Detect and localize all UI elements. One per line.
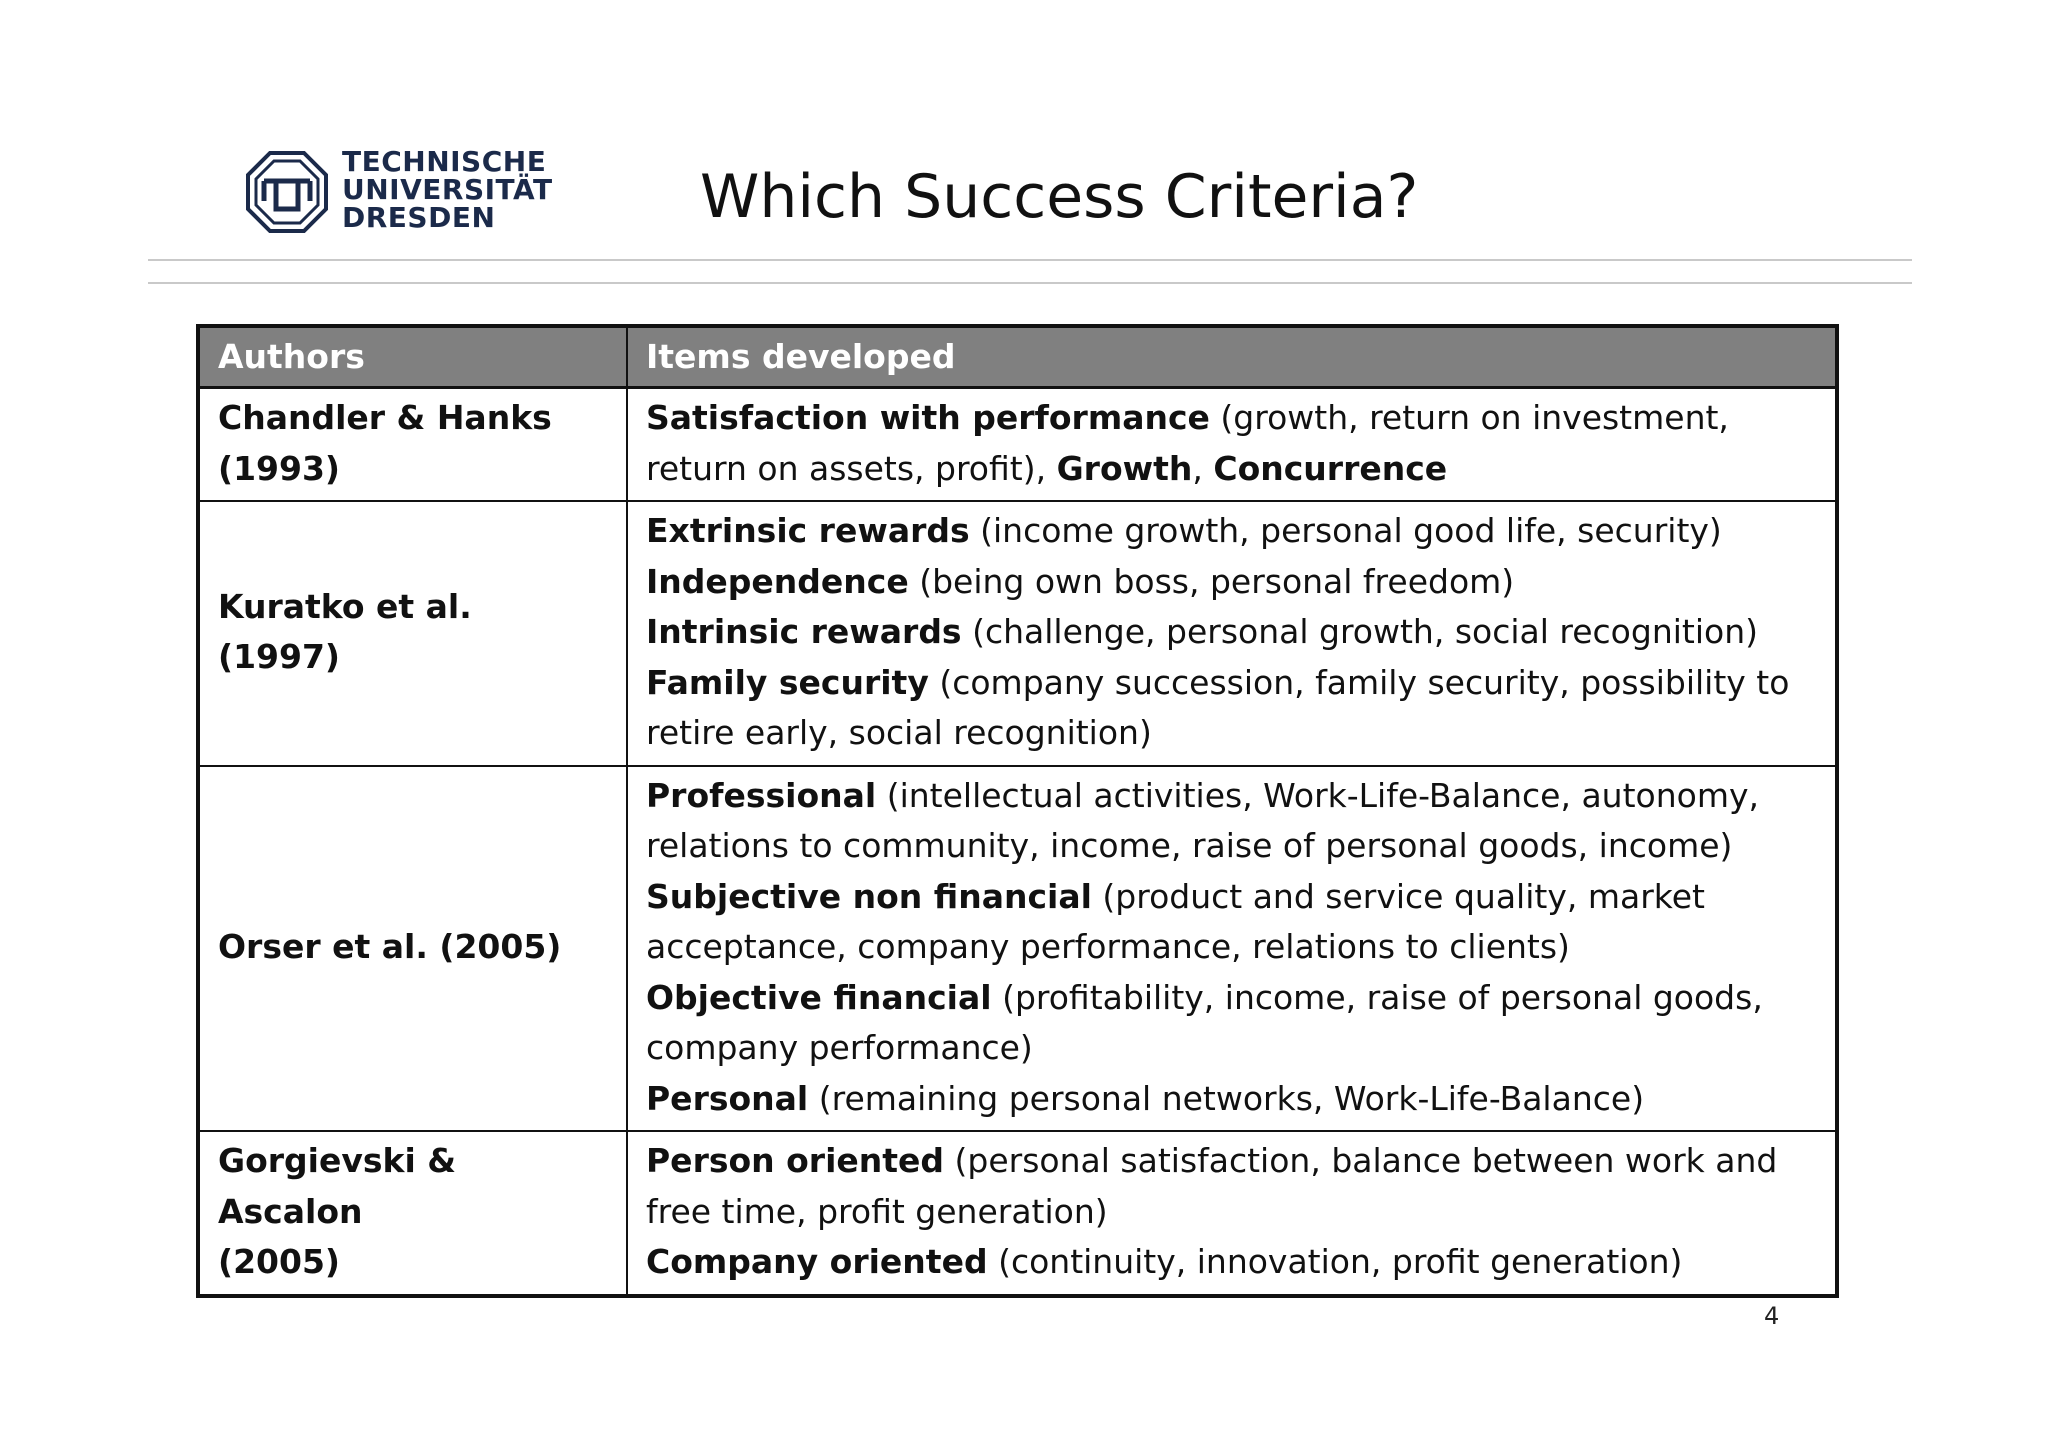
header-authors: Authors [200, 328, 627, 388]
item-category: Intrinsic rewards [646, 612, 962, 651]
items-cell [627, 766, 1835, 1132]
page-title: Which Success Criteria? [700, 162, 1419, 232]
item-details: (remaining personal networks, Work-Life-Balance) [808, 1078, 1645, 1118]
author-cell: Gorgievski & Ascalon (2005) [200, 1131, 627, 1294]
items-cell [627, 1131, 1835, 1294]
criteria-table [196, 324, 1839, 1298]
table-body [200, 388, 1835, 1294]
item-category: Objective financial [646, 977, 992, 1017]
item-details: (challenge, personal growth, social recognition) [961, 612, 1758, 651]
table-row [200, 501, 1835, 766]
item-details: (growth, return on investment, return on assets, profit), [646, 398, 1740, 488]
table-header-row [200, 328, 1835, 388]
item-category: Person oriented [646, 1141, 945, 1180]
items-cell [627, 501, 1835, 766]
university-logo [246, 145, 553, 238]
header-items: Items developed [627, 328, 1835, 388]
header-divider-bottom [148, 282, 1912, 284]
item-category: Concurrence [1213, 448, 1448, 488]
item-entry [646, 771, 1819, 872]
author-cell: Kuratko et al. (1997) [200, 501, 627, 766]
item-category: Company oriented [646, 1242, 988, 1281]
item-category: Personal [646, 1078, 809, 1118]
item-details: (being own boss, personal freedom) [908, 561, 1515, 601]
item-details: , [1192, 448, 1214, 488]
item-category: Extrinsic rewards [646, 511, 970, 550]
item-entry [646, 393, 1819, 494]
item-entry [646, 872, 1819, 973]
item-entry [646, 557, 1819, 608]
item-category: Professional [646, 775, 877, 815]
logo-line-3: DRESDEN [342, 201, 496, 234]
item-entry [646, 506, 1819, 557]
logo-wordmark [342, 145, 553, 234]
item-details: (personal satisfaction, balance between work and free time, profit generation) [646, 1141, 1788, 1231]
item-details: (intellectual activities, Work-Life-Balance, autonomy, relations to community, income, raise of personal goods, income) [646, 775, 1770, 865]
item-details: (continuity, innovation, profit generation) [987, 1242, 1683, 1281]
tu-dresden-emblem-icon [246, 151, 328, 233]
item-details: (income growth, personal good life, security) [969, 511, 1722, 550]
item-category: Growth [1056, 448, 1193, 488]
logo-line-1: TECHNISCHE [342, 145, 547, 178]
header-divider-top [148, 259, 1912, 261]
item-entry [646, 1136, 1819, 1237]
item-details: (product and service quality, market acceptance, company performance, relations to clients) [646, 876, 1716, 966]
table-row [200, 388, 1835, 502]
item-details: (profitability, income, raise of personal goods, company performance) [646, 977, 1774, 1067]
item-entry [646, 1237, 1819, 1288]
item-category: Family security [646, 662, 929, 702]
item-category: Satisfaction with performance [646, 398, 1210, 437]
page-number: 4 [1764, 1302, 1780, 1330]
item-entry [646, 973, 1819, 1074]
item-entry [646, 658, 1819, 759]
items-cell [627, 388, 1835, 502]
item-entry [646, 607, 1819, 658]
item-entry [646, 1074, 1819, 1125]
item-category: Subjective non financial [646, 876, 1092, 916]
author-cell: Orser et al. (2005) [200, 766, 627, 1132]
item-category: Independence [646, 561, 909, 601]
logo-line-2: UNIVERSITÄT [342, 173, 553, 206]
item-details: (company succession, family security, possibility to retire early, social recognition) [646, 662, 1800, 752]
table-row [200, 1131, 1835, 1294]
author-cell: Chandler & Hanks (1993) [200, 388, 627, 502]
table-row [200, 766, 1835, 1132]
